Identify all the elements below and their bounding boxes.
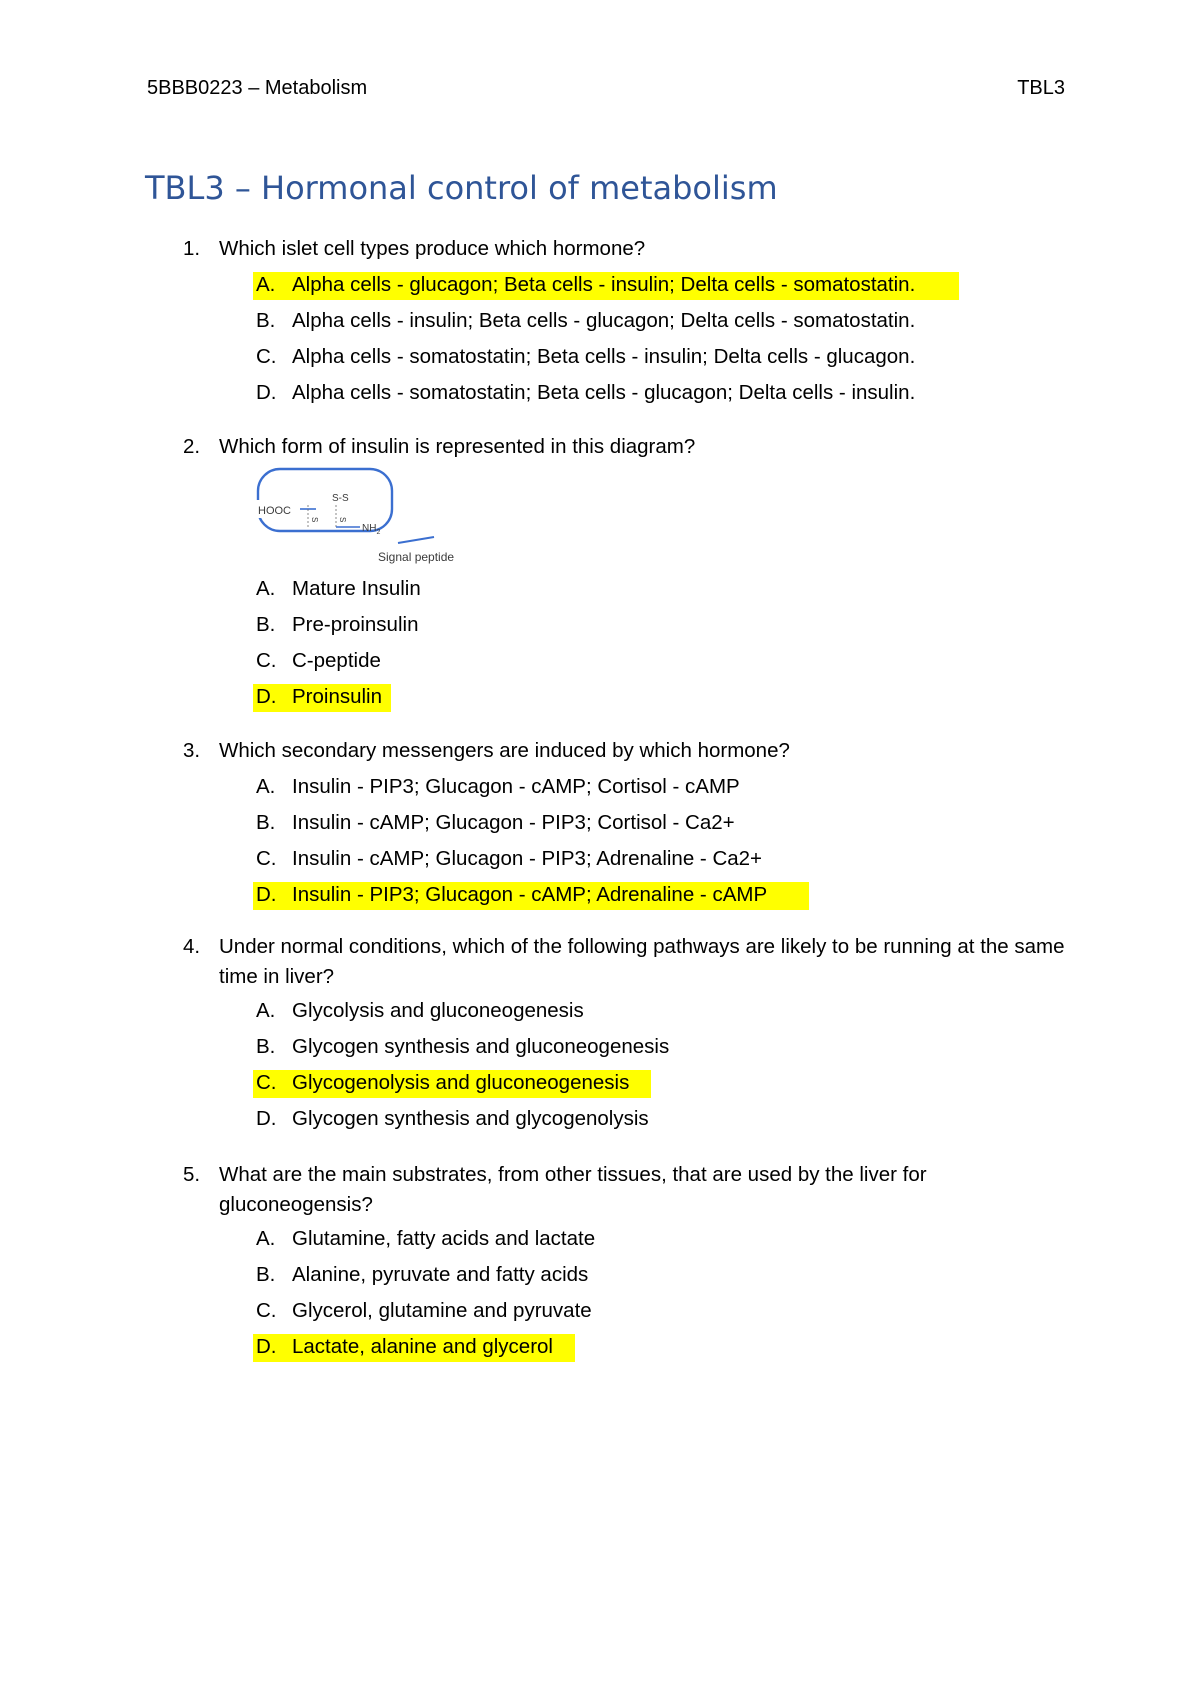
question-text: Under normal conditions, which of the following pathways are likely to be running at the same time in liver?: [219, 935, 1065, 988]
answer-option-d: [0, 682, 1200, 712]
option-text: Alpha cells - insulin; Beta cells - glucagon; Delta cells - somatostatin.: [292, 309, 916, 332]
option-text: Mature Insulin: [292, 577, 421, 600]
option-letter: D.: [256, 1107, 277, 1130]
option-text: Proinsulin: [292, 685, 383, 708]
question-text: What are the main substrates, from other tissues, that are used by the liver for gluconeogensis?: [219, 1163, 927, 1216]
option-text: Glycogenolysis and gluconeogenesis: [292, 1071, 630, 1094]
option-letter: A.: [256, 999, 276, 1022]
page-title: TBL3 – Hormonal control of metabolism: [145, 169, 778, 207]
diagram-label-signal-peptide: Signal peptide: [378, 550, 455, 564]
option-letter: A.: [256, 775, 276, 798]
option-text: Glycogen synthesis and glycogenolysis: [292, 1107, 649, 1130]
option-text: Pre-proinsulin: [292, 613, 419, 636]
answer-option-a: [0, 574, 1200, 604]
question-number: 1.: [183, 237, 201, 260]
answer-option-c: [0, 844, 1200, 874]
question-number: 2.: [183, 435, 201, 458]
option-letter: B.: [256, 613, 276, 636]
header-course-code: 5BBB0223 – Metabolism: [147, 77, 368, 99]
answer-option-c: [0, 1296, 1200, 1326]
answer-option-d: [0, 1104, 1200, 1134]
answer-option-b: [0, 1260, 1200, 1290]
option-text: Alpha cells - glucagon; Beta cells - insulin; Delta cells - somatostatin.: [292, 273, 916, 296]
question-number: 5.: [183, 1163, 201, 1186]
proinsulin-diagram: [250, 465, 480, 565]
option-text: C-peptide: [292, 649, 381, 672]
option-letter: B.: [256, 1263, 276, 1286]
option-letter: D.: [256, 685, 277, 708]
answer-option-a: [0, 996, 1200, 1026]
answer-option-d: [0, 378, 1200, 408]
option-letter: D.: [256, 381, 277, 404]
option-letter: B.: [256, 1035, 276, 1058]
question-number: 3.: [183, 739, 201, 762]
answer-option-c: [0, 646, 1200, 676]
answer-option-c: [0, 1068, 1200, 1098]
option-text: Alanine, pyruvate and fatty acids: [292, 1263, 589, 1286]
option-text: Insulin - PIP3; Glucagon - cAMP; Adrenaline - cAMP: [292, 883, 768, 906]
option-text: Insulin - cAMP; Glucagon - PIP3; Cortisol - Ca2+: [292, 811, 735, 834]
option-letter: A.: [256, 1227, 276, 1250]
diagram-label-s-right: S: [338, 517, 347, 523]
option-text: Insulin - cAMP; Glucagon - PIP3; Adrenaline - Ca2+: [292, 847, 763, 870]
answer-option-b: [0, 1032, 1200, 1062]
option-letter: B.: [256, 811, 276, 834]
option-letter: C.: [256, 1071, 277, 1094]
answer-option-a: [0, 270, 1200, 300]
diagram-label-nh2: $NH_2$: [362, 523, 381, 536]
option-text: Lactate, alanine and glycerol: [292, 1335, 553, 1358]
diagram-label-disulfide: S-S: [332, 493, 349, 504]
answer-option-a: [0, 1224, 1200, 1254]
answer-option-d: [0, 1332, 1200, 1362]
question-text: Which secondary messengers are induced by which hormone?: [219, 739, 790, 762]
option-letter: C.: [256, 649, 277, 672]
question-text: Which form of insulin is represented in this diagram?: [219, 435, 696, 458]
option-text: Glycolysis and gluconeogenesis: [292, 999, 584, 1022]
option-text: Alpha cells - somatostatin; Beta cells - glucagon; Delta cells - insulin.: [292, 381, 916, 404]
question-number: 4.: [183, 935, 201, 958]
diagram-label-hooc: HOOC: [258, 505, 291, 517]
answer-option-b: [0, 306, 1200, 336]
option-text: Glycogen synthesis and gluconeogenesis: [292, 1035, 670, 1058]
header-session: TBL3: [1017, 77, 1065, 99]
option-letter: C.: [256, 345, 277, 368]
signal-peptide-line: [398, 537, 434, 543]
answer-option-b: [0, 610, 1200, 640]
answer-option-a: [0, 772, 1200, 802]
answer-option-d: [0, 880, 1200, 910]
option-letter: C.: [256, 1299, 277, 1322]
option-letter: D.: [256, 1335, 277, 1358]
option-letter: A.: [256, 577, 276, 600]
option-text: Alpha cells - somatostatin; Beta cells - insulin; Delta cells - glucagon.: [292, 345, 916, 368]
answer-option-c: [0, 342, 1200, 372]
option-text: Glutamine, fatty acids and lactate: [292, 1227, 596, 1250]
option-letter: A.: [256, 273, 276, 296]
option-letter: D.: [256, 883, 277, 906]
option-letter: C.: [256, 847, 277, 870]
option-text: Glycerol, glutamine and pyruvate: [292, 1299, 592, 1322]
option-letter: B.: [256, 309, 276, 332]
answer-option-b: [0, 808, 1200, 838]
diagram-label-s-left: S: [310, 517, 319, 523]
option-text: Insulin - PIP3; Glucagon - cAMP; Cortisol - cAMP: [292, 775, 740, 798]
question-text: Which islet cell types produce which hormone?: [219, 237, 646, 260]
